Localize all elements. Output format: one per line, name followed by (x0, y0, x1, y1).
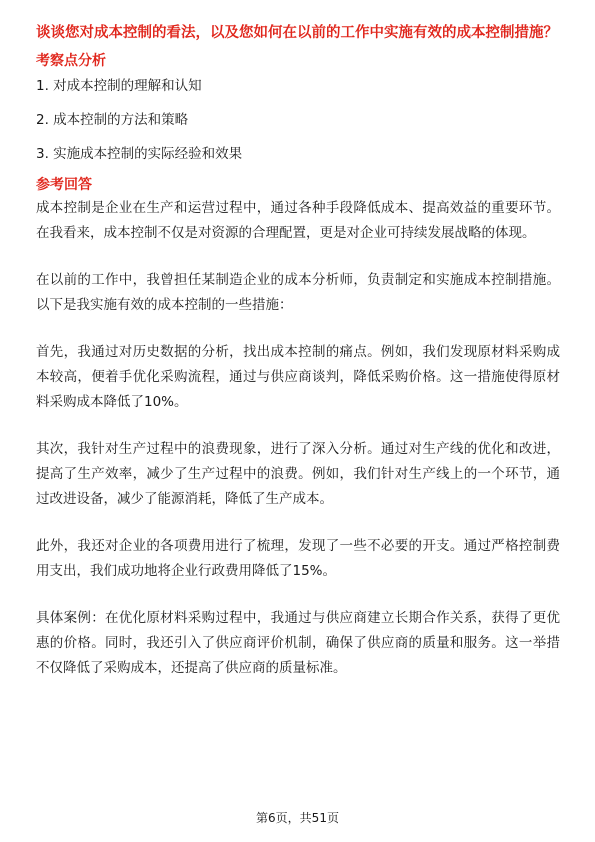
page-number: 第6页，共51页 (256, 811, 339, 825)
answer-paragraph: 此外，我还对企业的各项费用进行了梳理，发现了一些不必要的开支。通过严格控制费用支出，我们成功地将企业行政费用降低了15%。 (36, 538, 560, 579)
document-page (36, 22, 560, 681)
answer-paragraph: 成本控制是企业在生产和运营过程中，通过各种手段降低成本、提高效益的重要环节。在我看来，成本控制不仅是对资源的合理配置，更是对企业可持续发展战略的体现。 (36, 200, 560, 241)
list-item: 2. 成本控制的方法和策略 (36, 112, 189, 128)
answer-body (36, 196, 560, 681)
analysis-section-title: 考察点分析 (36, 53, 106, 69)
question-heading: 谈谈您对成本控制的看法，以及您如何在以前的工作中实施有效的成本控制措施？ (36, 25, 558, 41)
list-item: 3. 实施成本控制的实际经验和效果 (36, 146, 243, 162)
list-item: 1. 对成本控制的理解和认知 (36, 78, 202, 94)
answer-paragraph: 在以前的工作中，我曾担任某制造企业的成本分析师，负责制定和实施成本控制措施。以下是我实施有效的成本控制的一些措施： (36, 272, 560, 313)
answer-section-title: 参考回答 (36, 177, 92, 193)
answer-paragraph: 其次，我针对生产过程中的浪费现象，进行了深入分析。通过对生产线的优化和改进，提高了生产效率，减少了生产过程中的浪费。例如，我们针对生产线上的一个环节，通过改进设备，减少了能源消耗，降低了生产成本。 (36, 441, 560, 507)
analysis-points-list (36, 76, 560, 164)
answer-paragraph: 具体案例：在优化原材料采购过程中，我通过与供应商建立长期合作关系，获得了更优惠的价格。同时，我还引入了供应商评价机制，确保了供应商的质量和服务。这一举措不仅降低了采购成本，还提高了供应商的质量标准。 (36, 610, 560, 676)
answer-paragraph: 首先，我通过对历史数据的分析，找出成本控制的痛点。例如，我们发现原材料采购成本较高，便着手优化采购流程，通过与供应商谈判，降低采购价格。这一措施使得原材料采购成本降低了10%。 (36, 344, 560, 410)
